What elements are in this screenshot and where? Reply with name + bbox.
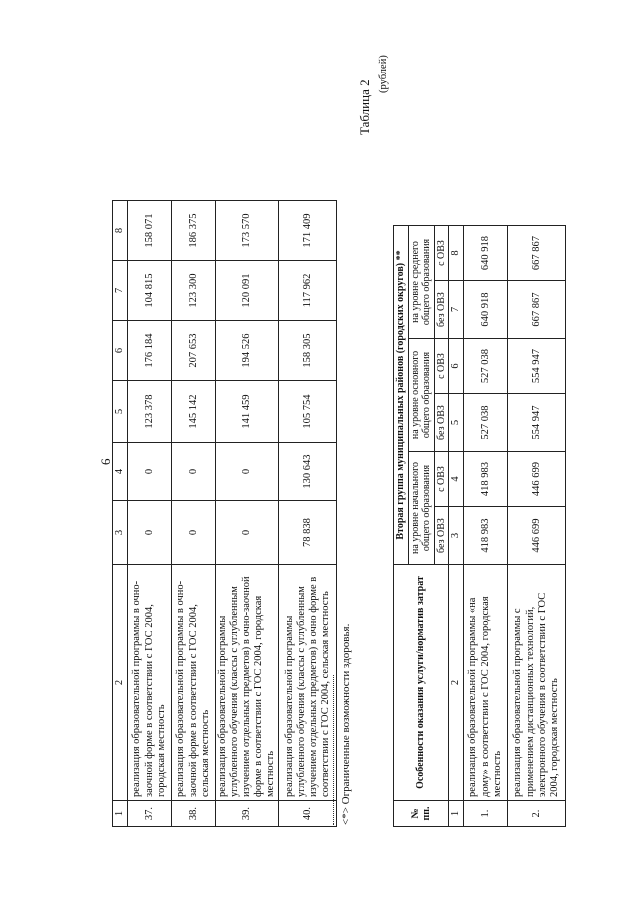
row-description: реализация образовательной программы углубленного обучения (классы с углубленным изучением отдельных предметов) в очно-заочной форме в соответствии с ГОС 2004, городская местность [216,565,279,801]
table-row [508,226,566,827]
row-description: реализация образовательной программы с применением дистанционных технологий, электронного обучения в соответствии с ГОС 2004, городская местность [508,565,566,801]
col-number-7: 7 [449,281,464,339]
col-number-1: 1 [449,801,464,827]
value-cell: 130 643 [279,443,337,501]
level-header-basic: на уровне основного общего образования [408,339,434,452]
table-row [464,226,508,827]
value-cell: 667 867 [508,281,566,339]
value-cell: 105 754 [279,381,337,443]
col-number-6: 6 [113,321,128,381]
value-cell: 667 867 [508,226,566,281]
value-cell: 527 038 [464,339,508,394]
footnote: <*> Ограниченные возможности здоровья. [340,623,352,825]
col-number-2: 2 [449,565,464,801]
value-cell: 123 378 [128,381,172,443]
value-cell: 418 983 [464,452,508,507]
row-number: 1. [464,801,508,827]
sub-header: с ОВЗ [434,226,449,281]
value-cell: 554 947 [508,394,566,452]
value-cell: 194 526 [216,321,279,381]
sub-header: без ОВЗ [434,394,449,452]
row-number: 40. [279,801,337,827]
value-cell: 0 [172,501,216,565]
row-number: 37. [128,801,172,827]
table2-col-description-header: Особенности оказания услуги/норматив затрат [394,565,449,801]
value-cell: 78 838 [279,501,337,565]
table2-title: Таблица 2 [357,79,372,135]
table2-group-header: Вторая группа муниципальных районов (городских округов) ** [394,226,409,565]
level-header-primary: на уровне начального общего образования [408,452,434,565]
value-cell: 207 653 [172,321,216,381]
value-cell: 186 375 [172,201,216,261]
value-cell: 176 184 [128,321,172,381]
col-number-8: 8 [449,226,464,281]
footnote-divider [333,675,334,825]
col-number-1: 1 [113,801,128,827]
sub-header: без ОВЗ [434,281,449,339]
value-cell: 640 918 [464,281,508,339]
col-number-5: 5 [113,381,128,443]
value-cell: 418 983 [464,507,508,565]
table-row [172,201,216,827]
value-cell: 0 [128,501,172,565]
value-cell: 173 570 [216,201,279,261]
col-number-6: 6 [449,339,464,394]
value-cell: 554 947 [508,339,566,394]
row-number: 39. [216,801,279,827]
norms-table-2 [393,225,566,827]
table2-units: (рублей) [378,55,389,93]
value-cell: 104 815 [128,261,172,321]
value-cell: 171 409 [279,201,337,261]
table-header-row [113,201,128,827]
value-cell: 0 [128,443,172,501]
col-number-5: 5 [449,394,464,452]
value-cell: 141 459 [216,381,279,443]
col-number-3: 3 [449,507,464,565]
value-cell: 145 142 [172,381,216,443]
value-cell: 0 [172,443,216,501]
col-number-3: 3 [113,501,128,565]
row-description: реализация образовательной программы в очно-заочной форме в соответствии с ГОС 2004, городская местность [128,565,172,801]
table2-col-number-header: № пп. [394,801,449,827]
row-description: реализация образовательной программы углубленного обучения (классы с углубленным изучением отдельных предметов) в очно форме в соответствии с ГОС 2004, сельская местность [279,565,337,801]
norms-table-continued [112,200,337,827]
row-number: 38. [172,801,216,827]
row-description: реализация образовательной программы в очно-заочной форме в соответствии с ГОС 2004, сельская местность [172,565,216,801]
value-cell: 158 071 [128,201,172,261]
table-row [279,201,337,827]
value-cell: 158 305 [279,321,337,381]
value-cell: 446 699 [508,507,566,565]
value-cell: 120 091 [216,261,279,321]
value-cell: 0 [216,501,279,565]
level-header-secondary: на уровне среднего общего образования [408,226,434,339]
sub-header: с ОВЗ [434,452,449,507]
col-number-4: 4 [113,443,128,501]
value-cell: 527 038 [464,394,508,452]
col-number-4: 4 [449,452,464,507]
value-cell: 117 962 [279,261,337,321]
value-cell: 640 918 [464,226,508,281]
row-description: реализация образовательной программы «на дому» в соответствии с ГОС 2004, городская местность [464,565,508,801]
table2-header-group-row [394,226,409,827]
sub-header: без ОВЗ [434,507,449,565]
col-number-7: 7 [113,261,128,321]
row-number: 2. [508,801,566,827]
table-row [128,201,172,827]
col-number-8: 8 [113,201,128,261]
value-cell: 0 [216,443,279,501]
value-cell: 123 300 [172,261,216,321]
table-row [216,201,279,827]
table2-colnum-row [449,226,464,827]
sub-header: с ОВЗ [434,339,449,394]
col-number-2: 2 [113,565,128,801]
value-cell: 446 699 [508,452,566,507]
page-number: 6 [98,458,113,465]
